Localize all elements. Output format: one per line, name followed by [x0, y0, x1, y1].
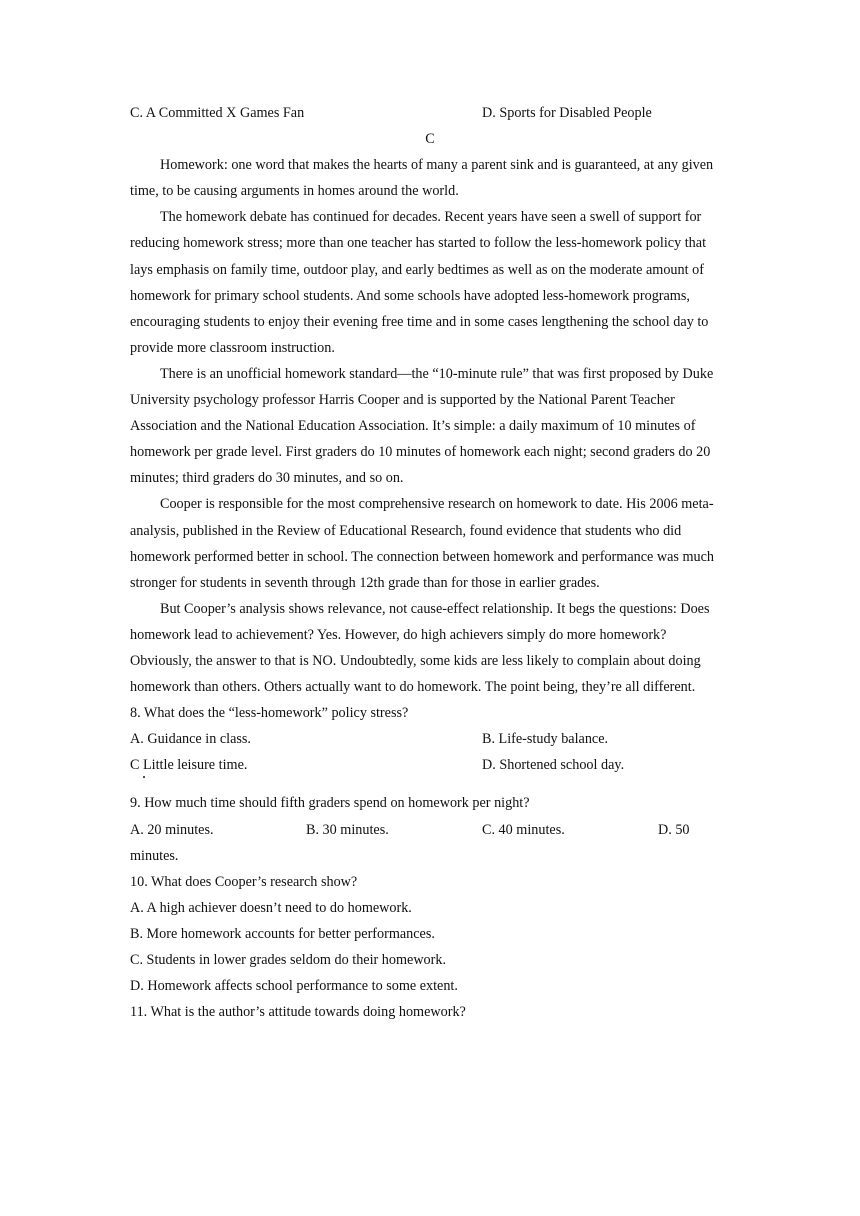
question-8-option-a: A. Guidance in class.	[130, 731, 251, 748]
question-9-option-d-continued: minutes.	[130, 847, 179, 864]
question-8-options-row-2	[130, 752, 730, 778]
question-10-option-b: B. More homework accounts for better performances.	[130, 925, 435, 942]
paragraph-5: But Cooper’s analysis shows relevance, not cause-effect relationship. It begs the questions: Does homework lead to achievement? Yes. However, do high achievers simply do more homework? Obviously, the answer to that is NO. Undoubtedly, some kids are less likely to complain about doing homework than others. Others actually want to do homework. The point being, they’re all different.	[130, 600, 710, 696]
section-label: C	[425, 131, 435, 148]
paragraph-4: Cooper is responsible for the most comprehensive research on homework to date. His 2006 meta-analysis, published in the Review of Educational Research, found evidence that students who did homework performed better in school. The connection between homework and performance was much stronger for students in seventh through 12th grade than for those in earlier grades.	[130, 496, 714, 591]
question-9-option-b: B. 30 minutes.	[306, 821, 389, 838]
question-9-option-c: C. 40 minutes.	[482, 821, 565, 838]
option-c: C. A Committed X Games Fan	[130, 105, 305, 121]
question-11-stem: 11. What is the author’s attitude towards doing homework?	[130, 1004, 466, 1021]
question-10-option-c: C. Students in lower grades seldom do their homework.	[130, 952, 447, 968]
previous-question-options	[130, 100, 730, 126]
question-9-options-row	[130, 817, 730, 843]
question-8-option-d: D. Shortened school day.	[482, 757, 625, 774]
stray-dot-mark	[143, 776, 145, 778]
question-8-option-c: C Little leisure time.	[130, 757, 248, 774]
question-9-stem: 9. How much time should fifth graders spend on homework per night?	[130, 795, 530, 812]
reading-passage	[130, 100, 730, 1025]
question-10-stem: 10. What does Cooper’s research show?	[130, 873, 358, 890]
question-8-stem: 8. What does the “less-homework” policy stress?	[130, 705, 409, 722]
question-9-option-a: A. 20 minutes.	[130, 821, 214, 838]
spacer	[130, 778, 730, 790]
paragraph-2: The homework debate has continued for decades. Recent years have seen a swell of support for reducing homework stress; more than one teacher has started to follow the less-homework policy that lays emphasis on family time, outdoor play, and early bedtimes as well as on the moderate amount of homework for primary school students. And some schools have adopted less-homework programs, encouraging students to enjoy their evening free time and in some cases lengthening the school day to provide more classroom instruction.	[130, 209, 709, 356]
option-d: D. Sports for Disabled People	[482, 105, 652, 121]
question-8-options-row-1	[130, 726, 730, 752]
paragraph-1: Homework: one word that makes the hearts of many a parent sink and is guaranteed, at any given time, to be causing arguments in homes around the world.	[130, 157, 714, 200]
question-9-option-d: D. 50	[658, 821, 690, 838]
question-10-option-a: A. A high achiever doesn’t need to do homework.	[130, 899, 412, 916]
question-10-option-d: D. Homework affects school performance to some extent.	[130, 978, 458, 995]
question-8-option-b: B. Life-study balance.	[482, 731, 609, 748]
paragraph-3: There is an unofficial homework standard—the “10-minute rule” that was first proposed by Duke University psychology professor Harris Cooper and is supported by the National Parent Teacher Association and the National Education Association. It’s simple: a daily maximum of 10 minutes of homework per grade level. First graders do 10 minutes of homework each night; second graders do 20 minutes; third graders do 30 minutes, and so on.	[130, 365, 714, 487]
